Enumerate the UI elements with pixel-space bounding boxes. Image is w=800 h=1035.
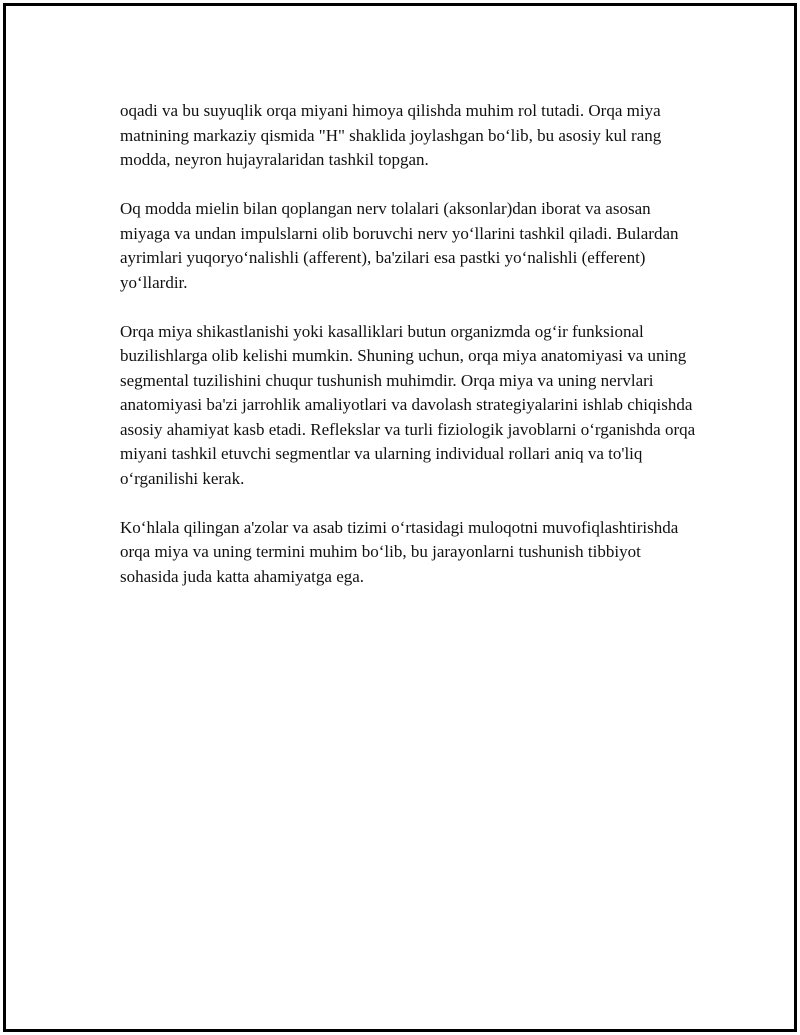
document-body <box>120 99 700 614</box>
paragraph-4: Ko‘hlala qilingan a'zolar va asab tizimi o‘rtasidagi muloqotni muvofiqlashtirishda orqa miya va uning termini muhim bo‘lib, bu jarayonlarni tushunish tibbiyot sohasida juda katta ahamiyatga ega. <box>120 517 679 586</box>
page-frame <box>3 3 797 1032</box>
paragraph-1: oqadi va bu suyuqlik orqa miyani himoya qilishda muhim rol tutadi. Orqa miya matnining markaziy qismida "H" shaklida joylashgan bo‘lib, bu asosiy kul rang modda, neyron hujayralaridan tashkil topgan. <box>120 101 662 169</box>
paragraph-3: Orqa miya shikastlanishi yoki kasalliklari butun organizmda og‘ir funksional buzilishlarga olib kelishi mumkin. Shuning uchun, orqa miya anatomiyasi va uning segmental tuzilishini chuqur tushunish muhimdir. Orqa miya va uning nervlari anatomiyasi ba'zi jarrohlik amaliyotlari va davolash strategiyalarini ishlab chiqishda asosiy ahamiyat kasb etadi. Reflekslar va turli fiziologik javoblarni o‘rganishda orqa miyani tashkil etuvchi segmentlar va ularning individual rollari aniq va to'liq o‘rganilishi kerak. <box>120 321 696 488</box>
paragraph-2: Oq modda mielin bilan qoplangan nerv tolalari (aksonlar)dan iborat va asosan miyaga va undan impulslarni olib boruvchi nerv yo‘llarini tashkil qiladi. Bulardan ayrimlari yuqoryo‘nalishli (afferent), ba'zilari esa pastki yo‘nalishli (efferent) yo‘llardir. <box>120 199 679 292</box>
